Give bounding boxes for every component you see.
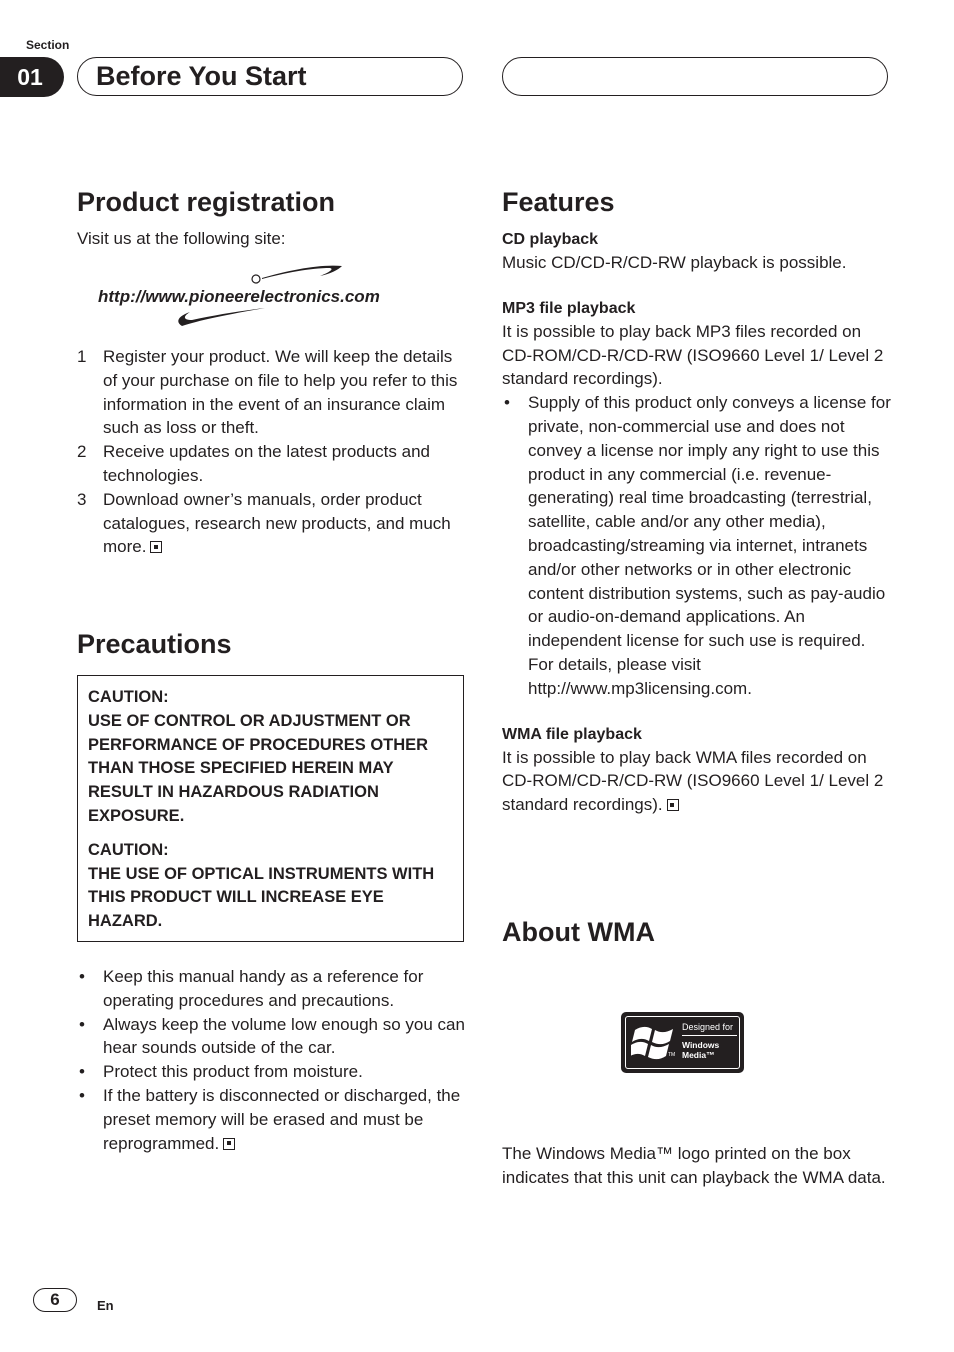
registration-steps (77, 345, 467, 559)
wma-playback-sentence: It is possible to play back WMA files recorded on CD-ROM/CD-R/CD-RW (ISO9660 Level 1/ Level 2 standard recordings). (502, 747, 884, 815)
logo-divider (682, 1035, 737, 1036)
logo-line2: Windows (682, 1040, 720, 1050)
step-number: 3 (77, 489, 87, 509)
precautions-list (77, 965, 467, 1155)
list-item (77, 440, 467, 488)
header-right-frame (502, 57, 888, 96)
list-item: • Keep this manual handy as a reference for operating procedures and precautions. (79, 967, 424, 1010)
windows-media-logo (621, 1012, 744, 1073)
caution-box (77, 675, 464, 942)
list-item (77, 345, 467, 440)
section-label: Section (26, 38, 70, 52)
product-registration-heading: Product registration (77, 187, 336, 217)
step-text: Receive updates on the latest products and technologies. (103, 442, 430, 485)
list-item: • If the battery is disconnected or discharged, the preset memory will be erased and must be reprogrammed. (79, 1085, 461, 1153)
bullet-text: If the battery is disconnected or discharged, the preset memory will be erased and must be reprogrammed. (103, 1085, 461, 1153)
list-item: • Protect this product from moisture. (79, 1062, 363, 1082)
wma-playback-text (502, 746, 892, 817)
cd-playback-heading: CD playback (502, 231, 599, 248)
bullet-text: Always keep the volume low enough so you can hear sounds outside of the car. (103, 1014, 465, 1058)
step-text: Download owner’s manuals, order product catalogues, research new products, and much more. (103, 489, 451, 557)
list-item: • Supply of this product only conveys a license for private, non-commercial use and does not convey a license nor imply any right to use this product in any commercial (i.e. revenue-generating) real time broadcasting (terrestrial, satellite, cable and/or any other media), broadcasting/streaming via internet, intranets and/or other networks or in other electronic content distribution systems, such as pay-audio or audio-on-demand applications. An independent license for such use is required. For details, please visit http://www.mp3licensing.com. (504, 393, 891, 698)
step-number: 1 (77, 347, 87, 366)
product-registration-intro: Visit us at the following site: (77, 229, 286, 248)
logo-line1: Designed for (682, 1022, 734, 1032)
mp3-playback-heading: MP3 file playback (502, 299, 636, 317)
caution-label: CAUTION: (88, 688, 169, 706)
pioneer-url[interactable]: http://www.pioneerelectronics.com (98, 287, 380, 306)
page-number: 6 (33, 1288, 77, 1312)
features-heading: Features (502, 187, 615, 217)
logo-line3: Media™ (682, 1050, 715, 1060)
cd-playback-text: Music CD/CD-R/CD-RW playback is possible. (502, 253, 847, 272)
caution-text: USE OF CONTROL OR ADJUSTMENT OR PERFORMANCE OF PROCEDURES OTHER THAN THOSE SPECIFIED HEREIN MAY RESULT IN HAZARDOUS RADIATION EXPOSURE. (88, 711, 429, 825)
list-item: • Always keep the volume low enough so you can hear sounds outside of the car. (79, 1014, 465, 1058)
mp3-playback-text: It is possible to play back MP3 files recorded on CD-ROM/CD-R/CD-RW (ISO9660 Level 1/ Level 2 standard recordings). (502, 321, 884, 389)
logo-tm: TM (668, 1052, 676, 1058)
step-number: 2 (77, 442, 87, 462)
about-wma-heading: About WMA (502, 917, 655, 947)
mp3-license-list (502, 391, 892, 700)
language-code: En (97, 1298, 114, 1313)
end-mark-icon (150, 541, 162, 553)
section-number-badge: 01 (0, 57, 64, 97)
wma-playback-heading: WMA file playback (502, 725, 642, 743)
bullet-text: Supply of this product only conveys a license for private, non-commercial use and does not convey a license nor imply any right to use this product in any commercial (i.e. revenue-generating) real time broadcasting (terrestrial, satellite, cable and/or any other media), broadcasting/streaming via internet, intranets and/or other networks or in other electronic content distribution systems, such as pay-audio or audio-on-demand applications. An independent license for such use is required. For details, please visit http://www.mp3licensing.com. (528, 393, 891, 698)
section-title: Before You Start (96, 61, 307, 91)
bullet-text: Protect this product from moisture. (103, 1062, 363, 1082)
caution-text: THE USE OF OPTICAL INSTRUMENTS WITH THIS PRODUCT WILL INCREASE EYE HAZARD. (88, 864, 435, 931)
precautions-heading: Precautions (77, 629, 232, 659)
step-text: Register your product. We will keep the details of your purchase on file to help you refer to this information in the event of an insurance claim such as loss or theft. (103, 347, 458, 438)
list-item (77, 488, 467, 559)
features-content (502, 229, 892, 817)
about-wma-text: The Windows Media™ logo printed on the box indicates that this unit can playback the WMA data. (502, 1144, 886, 1187)
bullet-text: Keep this manual handy as a reference for operating procedures and precautions. (103, 967, 424, 1010)
end-mark-icon (667, 799, 679, 811)
end-mark-icon (223, 1138, 235, 1150)
caution-label: CAUTION: (88, 840, 169, 859)
